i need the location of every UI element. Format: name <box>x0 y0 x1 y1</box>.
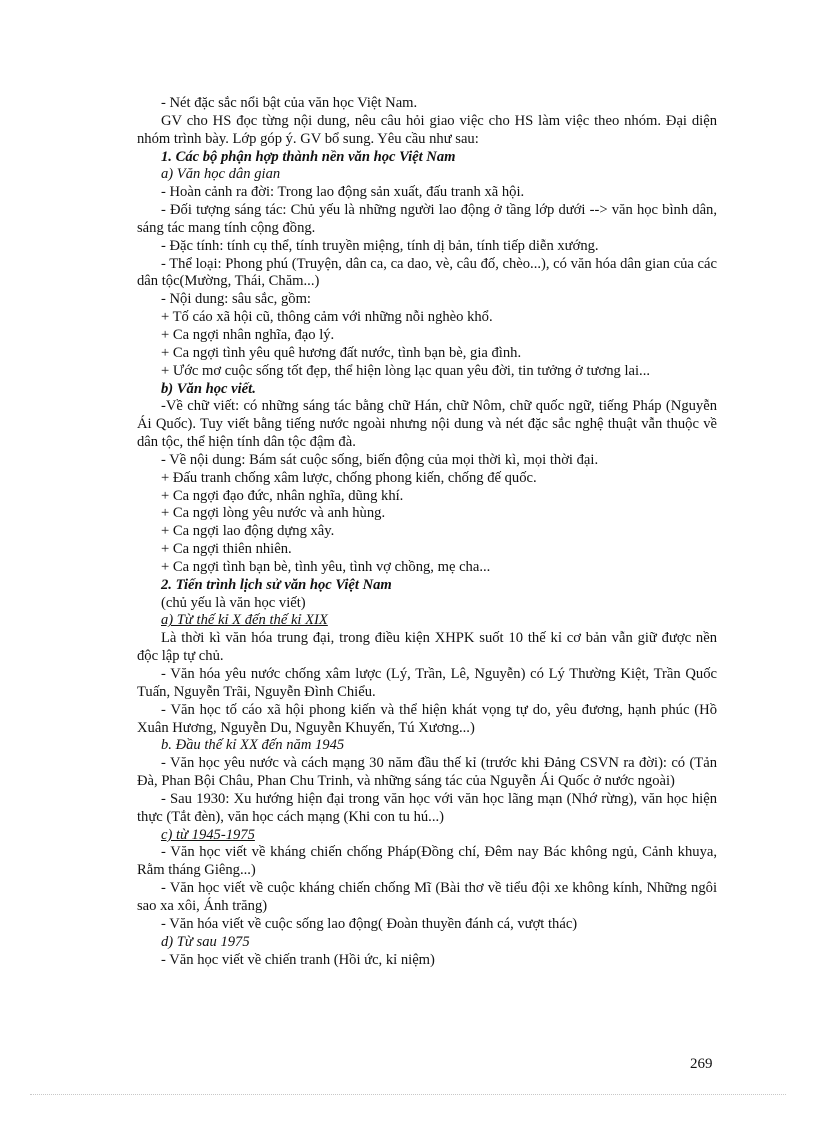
paragraph: - Hoàn cảnh ra đời: Trong lao động sản xuất, đấu tranh xã hội. <box>161 184 525 201</box>
paragraph: -Về chữ viết: có những sáng tác bằng chữ Hán, chữ Nôm, chữ quốc ngữ, tiếng Pháp (Nguyễn Ái Quốc). Tuy viết bằng tiếng nước ngoài nhưng nội dung và nét đặc sắc nghệ thuật vẫn thuộc về dân tộc, thể hiện tính dân tộc đậm đà. <box>137 398 717 451</box>
subsection-heading: c) từ 1945-1975 <box>161 826 255 843</box>
paragraph: - Sau 1930: Xu hướng hiện đại trong văn học với văn học lãng mạn (Nhớ rừng), văn học hiện thực (Tắt đèn), văn học cách mạng (Khi con tu hú...) <box>137 790 717 825</box>
subsection-heading: d) Từ sau 1975 <box>161 933 250 950</box>
paragraph: - Văn học viết về kháng chiến chống Pháp(Đồng chí, Đêm nay Bác không ngủ, Cảnh khuya, Rằm tháng Giêng...) <box>137 844 717 879</box>
paragraph: - Văn học yêu nước và cách mạng 30 năm đầu thế kỉ (trước khi Đảng CSVN ra đời): có (Tản Đà, Phan Bội Châu, Phan Chu Trinh, và những sáng tác của Nguyễn Ái Quốc ở nước ngoài) <box>137 755 717 790</box>
subsection-heading: a) Văn học dân gian <box>161 166 281 183</box>
paragraph: Là thời kì văn hóa trung đại, trong điều kiện XHPK suốt 10 thế kỉ cơ bản vẫn giữ được nền độc lập tự chủ. <box>137 630 717 665</box>
paragraph: + Ca ngợi tình bạn bè, tình yêu, tình vợ chồng, mẹ cha... <box>161 558 491 575</box>
paragraph: + Ca ngợi nhân nghĩa, đạo lý. <box>161 326 335 343</box>
paragraph: + Ca ngợi tình yêu quê hương đất nước, tình bạn bè, gia đình. <box>161 344 522 361</box>
document-body <box>137 95 717 969</box>
paragraph: - Đối tượng sáng tác: Chủ yếu là những người lao động ở tầng lớp dưới --> văn học bình dân, sáng tác mang tính cộng đồng. <box>137 202 717 236</box>
paragraph: - Nét đặc sắc nổi bật của văn học Việt Nam. <box>161 95 418 111</box>
paragraph: - Văn học tố cáo xã hội phong kiến và thể hiện khát vọng tự do, yêu đương, hạnh phúc (Hồ Xuân Hương, Nguyễn Du, Nguyễn Khuyến, Tú Xương...) <box>137 701 717 736</box>
paragraph: (chủ yếu là văn học viết) <box>161 594 306 611</box>
section-heading: b) Văn học viết. <box>161 380 256 397</box>
paragraph: - Văn hóa yêu nước chống xâm lược (Lý, Trần, Lê, Nguyễn) có Lý Thường Kiệt, Trần Quốc Tuấn, Nguyễn Trãi, Nguyễn Đình Chiểu. <box>137 666 717 700</box>
page-number: 269 <box>690 1056 713 1072</box>
paragraph: - Nội dung: sâu sắc, gồm: <box>161 291 311 308</box>
paragraph: GV cho HS đọc từng nội dung, nêu câu hỏi giao việc cho HS làm việc theo nhóm. Đại diện nhóm trình bày. Lớp góp ý. GV bổ sung. Yêu cầu như sau: <box>137 112 717 147</box>
paragraph: + Ca ngợi đạo đức, nhân nghĩa, dũng khí. <box>161 487 404 504</box>
paragraph: - Văn hóa viết về cuộc sống lao động( Đoàn thuyền đánh cá, vượt thác) <box>161 915 578 932</box>
paragraph: + Ca ngợi lao động dựng xây. <box>161 523 335 540</box>
section-heading: 1. Các bộ phận hợp thành nền văn học Việt Nam <box>161 148 456 165</box>
paragraph: - Thể loại: Phong phú (Truyện, dân ca, ca dao, vè, câu đố, chèo...), có văn hóa dân gian của các dân tộc(Mường, Thái, Chăm...) <box>137 255 717 290</box>
paragraph: + Ca ngợi lòng yêu nước và anh hùng. <box>161 505 386 522</box>
paragraph: + Ca ngợi thiên nhiên. <box>161 541 292 558</box>
paragraph: - Văn học viết về cuộc kháng chiến chống Mĩ (Bài thơ về tiểu đội xe không kính, Những ngôi sao xa xôi, Ánh trăng) <box>137 880 717 914</box>
subsection-heading: b. Đầu thế kỉ XX đến năm 1945 <box>161 737 345 754</box>
paragraph: + Đấu tranh chống xâm lược, chống phong kiến, chống đế quốc. <box>161 469 537 486</box>
subsection-heading: a) Từ thế kỉ X đến thế kỉ XIX <box>161 612 328 629</box>
paragraph: + Ước mơ cuộc sống tốt đẹp, thể hiện lòng lạc quan yêu đời, tin tưởng ở tương lai... <box>161 362 651 379</box>
page-bottom-divider <box>30 1094 786 1095</box>
paragraph: - Đặc tính: tính cụ thể, tính truyền miệng, tính dị bản, tính tiếp diễn xướng. <box>161 237 599 254</box>
paragraph: - Về nội dung: Bám sát cuộc sống, biến động của mọi thời kì, mọi thời đại. <box>161 451 599 468</box>
paragraph: - Văn học viết về chiến tranh (Hồi ức, kỉ niệm) <box>161 951 435 968</box>
paragraph: + Tố cáo xã hội cũ, thông cảm với những nỗi nghèo khổ. <box>161 309 493 326</box>
section-heading: 2. Tiến trình lịch sử văn học Việt Nam <box>161 576 392 593</box>
